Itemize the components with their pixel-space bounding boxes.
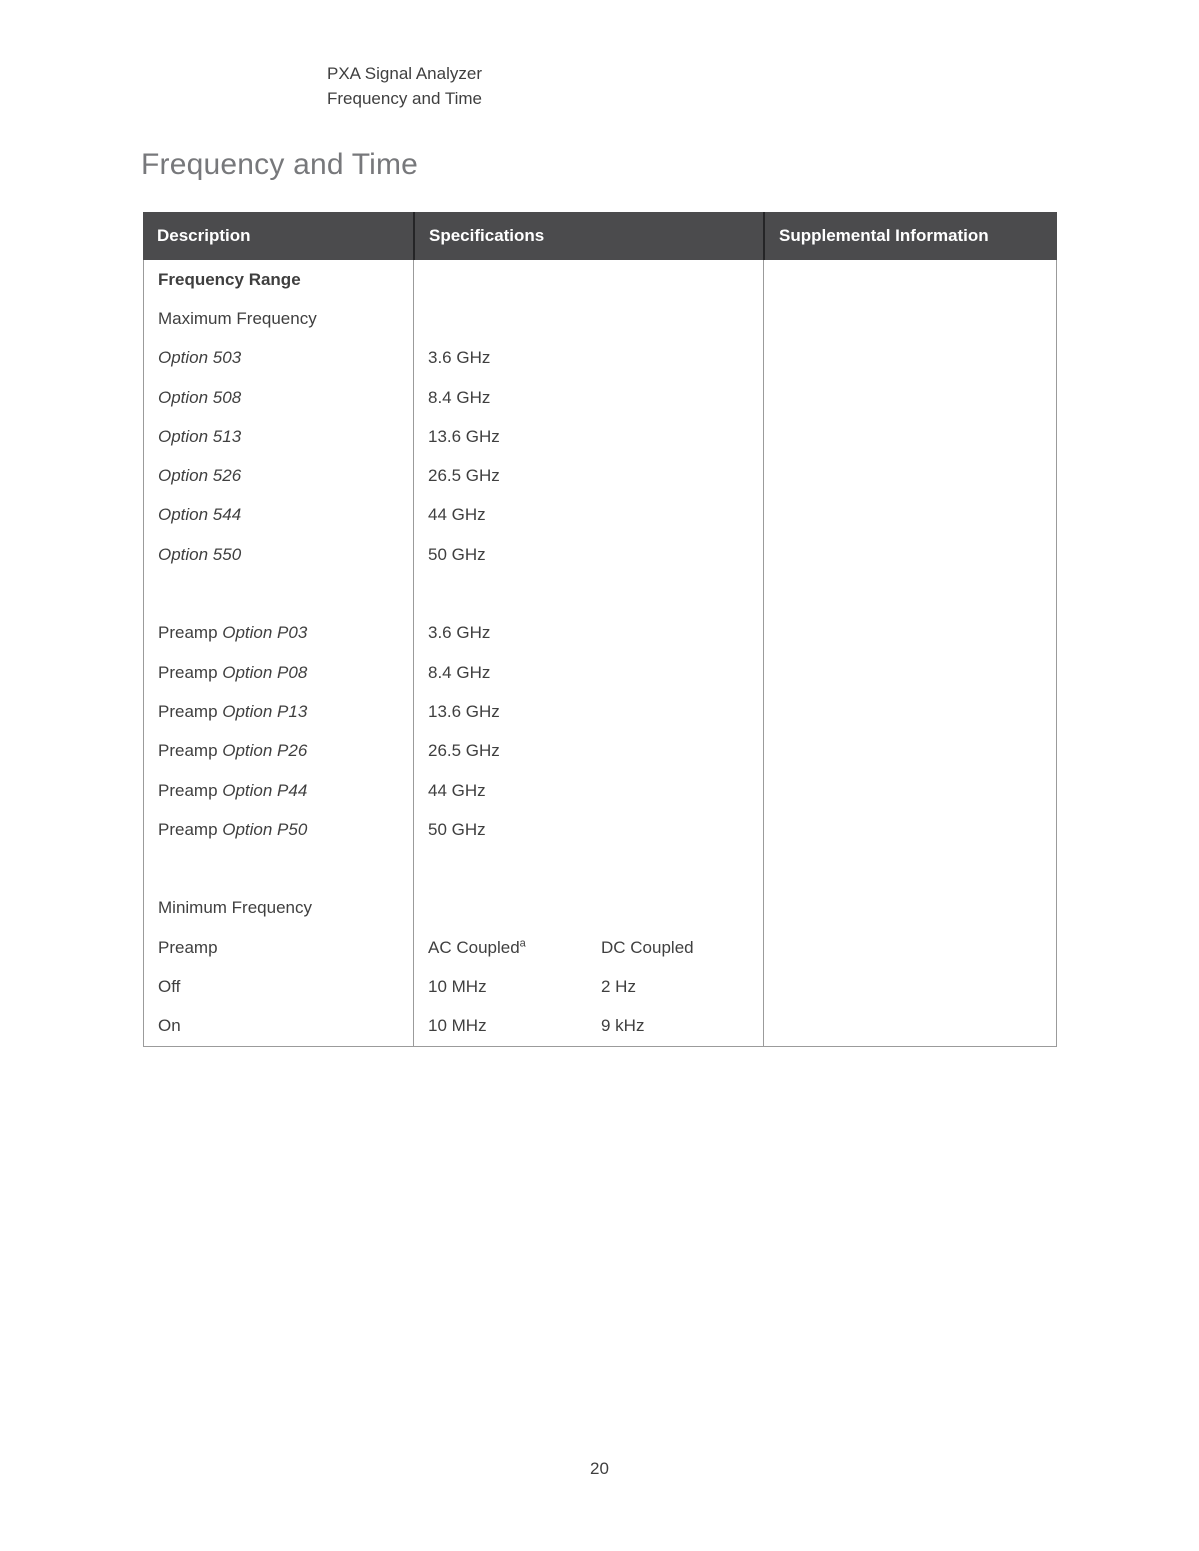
specification-value: 13.6 GHz [428,701,500,721]
description-cell [144,535,414,574]
description-cell [144,299,414,338]
specification-cell [414,378,764,417]
specification-value: 50 GHz [428,544,486,564]
table-row [144,889,1056,928]
description-italic-text: Option P13 [222,701,308,721]
specification-cell [414,1007,764,1046]
footnote-marker: a [519,937,526,950]
description-cell [144,260,414,299]
running-header-line1: PXA Signal Analyzer [327,64,482,83]
table-header-row [143,212,1057,260]
description-text: Maximum Frequency [158,308,317,328]
specification-cell [414,967,764,1006]
description-cell [144,417,414,456]
description-text: On [158,1016,181,1036]
table-row [144,614,1056,653]
description-italic-text: Option P50 [222,819,308,839]
specification-cell [414,810,764,849]
table-row [144,574,1056,613]
table-row [144,378,1056,417]
description-text: Minimum Frequency [158,898,312,918]
running-header-line2: Frequency and Time [327,89,482,108]
description-italic-text: Option 550 [158,544,242,564]
description-italic-text: Option P26 [222,741,308,761]
specification-value: 13.6 GHz [428,426,500,446]
specification-cell [414,928,764,967]
description-text: Preamp [158,780,223,800]
table-row [144,496,1056,535]
column-header-specifications: Specifications [413,212,763,260]
description-cell [144,889,414,928]
table-row [144,653,1056,692]
specification-value: 50 GHz [428,819,486,839]
specification-value: 10 MHz [428,976,487,996]
description-cell [144,378,414,417]
description-cell [144,810,414,849]
specification-value: 26.5 GHz [428,741,500,761]
supplemental-cell [764,692,1056,731]
specification-value: 8.4 GHz [428,662,491,682]
specification-cell [414,496,764,535]
table-row [144,771,1056,810]
description-italic-text: Option P08 [222,662,308,682]
supplemental-cell [764,535,1056,574]
description-cell [144,456,414,495]
supplemental-cell [764,732,1056,771]
description-cell [144,653,414,692]
specification-cell [414,653,764,692]
specification-value: 3.6 GHz [428,348,491,368]
description-text: Preamp [158,937,218,957]
description-cell [144,849,414,888]
spec-table [143,212,1057,1047]
specification-cell [414,849,764,888]
description-italic-text: Option 526 [158,466,242,486]
description-text: Preamp [158,701,223,721]
supplemental-cell [764,339,1056,378]
table-row [144,417,1056,456]
description-cell [144,496,414,535]
description-italic-text: Option P44 [222,780,308,800]
running-header [327,61,482,111]
specification-cell [414,771,764,810]
specification-value: 3.6 GHz [428,623,491,643]
description-cell [144,1007,414,1046]
description-italic-text: Option 503 [158,348,242,368]
description-cell [144,967,414,1006]
specification-value-2: 2 Hz [601,976,636,996]
description-cell [144,732,414,771]
supplemental-cell [764,417,1056,456]
supplemental-cell [764,771,1056,810]
supplemental-cell [764,574,1056,613]
specification-cell [414,339,764,378]
page-number: 20 [590,1459,609,1478]
description-italic-text: Option 544 [158,505,242,525]
description-cell [144,614,414,653]
specification-cell [414,614,764,653]
specification-value: 26.5 GHz [428,466,500,486]
table-row [144,1007,1056,1046]
description-text: Preamp [158,741,223,761]
description-italic-text: Option 513 [158,426,242,446]
supplemental-cell [764,260,1056,299]
table-row [144,456,1056,495]
supplemental-cell [764,614,1056,653]
specification-cell [414,299,764,338]
specification-cell [414,456,764,495]
table-row [144,732,1056,771]
description-text: Frequency Range [158,269,301,289]
description-cell [144,339,414,378]
description-italic-text: Option 508 [158,387,242,407]
description-cell [144,574,414,613]
table-row [144,260,1056,299]
specification-value-2: DC Coupled [601,937,694,957]
supplemental-cell [764,378,1056,417]
table-row [144,692,1056,731]
supplemental-cell [764,653,1056,692]
specification-cell [414,535,764,574]
table-row [144,928,1056,967]
page-title: Frequency and Time [141,148,419,181]
supplemental-cell [764,1007,1056,1046]
supplemental-cell [764,810,1056,849]
specification-value-2: 9 kHz [601,1016,645,1036]
supplemental-cell [764,928,1056,967]
description-cell [144,692,414,731]
column-header-supplemental: Supplemental Information [763,212,1057,260]
supplemental-cell [764,496,1056,535]
description-text: Preamp [158,662,223,682]
specification-cell [414,417,764,456]
supplemental-cell [764,967,1056,1006]
specification-cell [414,889,764,928]
supplemental-cell [764,849,1056,888]
specification-value: AC Coupled$^a$ [428,937,526,957]
description-text: Off [158,976,181,996]
supplemental-cell [764,299,1056,338]
description-italic-text: Option P03 [222,623,308,643]
table-row [144,967,1056,1006]
specification-cell [414,260,764,299]
description-cell [144,771,414,810]
table-row [144,299,1056,338]
specification-cell [414,574,764,613]
table-row [144,849,1056,888]
description-cell [144,928,414,967]
supplemental-cell [764,456,1056,495]
description-text: Preamp [158,623,223,643]
description-text: Preamp [158,819,223,839]
column-header-description: Description [157,226,251,245]
table-body [143,260,1057,1047]
specification-value: 44 GHz [428,780,486,800]
supplemental-cell [764,889,1056,928]
table-row [144,535,1056,574]
specification-value: 44 GHz [428,505,486,525]
specification-cell [414,692,764,731]
specification-value: 8.4 GHz [428,387,491,407]
specification-cell [414,732,764,771]
table-row [144,810,1056,849]
specification-value: 10 MHz [428,1016,487,1036]
table-row [144,339,1056,378]
